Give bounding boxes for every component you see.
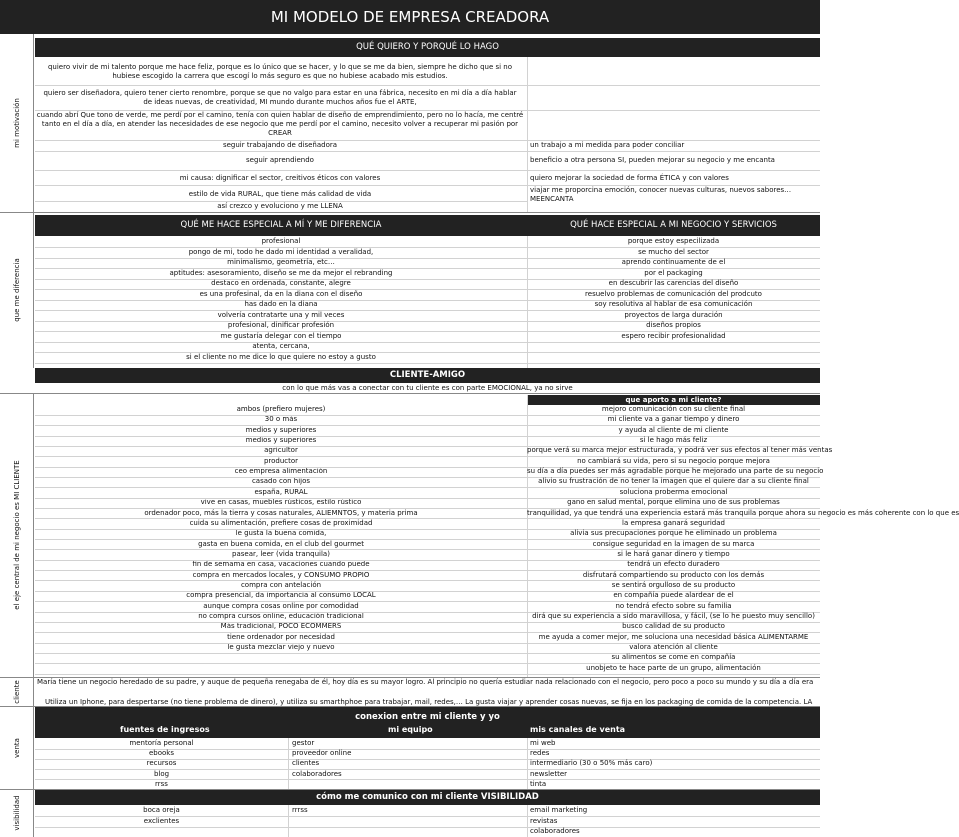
diferencia-right-item: se mucho del sector	[638, 247, 709, 256]
diferencia-left-item: si el cliente no me dice lo que quiere no estoy a gusto	[186, 352, 376, 361]
eje-left-item: le gusta mezclar viejo y nuevo	[227, 643, 335, 652]
side-label-eje: el eje central de mi negocio es MI CLIENTE	[0, 393, 34, 677]
venta-fuente-item: recursos	[146, 759, 177, 768]
diferencia-left-item: profesional, dinificar profesión	[227, 321, 335, 329]
eje-right-header: que aporto a mi cliente?	[527, 395, 820, 405]
eje-right-item: gano en salud mental, porque elimina uno de sus problemas	[567, 498, 780, 507]
diferencia-right-item: resuelvo problemas de comunicación del prodcuto	[585, 289, 762, 298]
eje-left-item: gasta en buena comida, en el club del gourmet	[198, 539, 364, 548]
visibilidad-item: boca oreja	[143, 806, 180, 814]
eje-left-item: pasear, leer (vida tranquila)	[232, 549, 330, 558]
eje-left-item: ordenador poco, más la tierra y cosas naturales, ALIEMNTOS, y materia prima	[144, 508, 418, 517]
visibilidad-item: rrrss	[292, 806, 308, 814]
venta-equipo-item: clientes	[292, 759, 320, 768]
eje-right-item: si le hará ganar dinero y tiempo	[617, 549, 730, 558]
eje-right-item: no cambiará su vida, pero si su negocio porque mejora	[577, 456, 770, 465]
eje-right-item: la empresa ganará seguridad	[622, 518, 725, 527]
venta-equipo-item: gestor	[292, 739, 315, 747]
venta-canal-item: redes	[530, 749, 550, 758]
venta-canal-item: newsletter	[530, 769, 568, 778]
eje-right-item: soluciona proberma emocional	[619, 487, 728, 496]
header-cliente-amigo: CLIENTE-AMIGO	[35, 368, 820, 383]
motivacion-right-2: quiero mejorar la sociedad de forma ÉTICA y con valores	[530, 174, 729, 182]
eje-left-item: agricultor	[264, 446, 298, 455]
diferencia-left-item: minimalismo, geometría, etc…	[227, 258, 335, 266]
diferencia-right-item: proyectos de larga duración	[624, 310, 723, 319]
diferencia-left-item: profesional	[261, 237, 301, 245]
eje-right-item: su alimentos se come en compañía	[611, 653, 736, 662]
side-label-motivacion: mi motivación	[0, 34, 34, 212]
eje-right-item: unobjeto te hace parte de un grupo, alimentación	[586, 663, 761, 672]
eje-left-item: le gusta la buena comida,	[235, 529, 327, 538]
cliente-text-1: María tiene un negocio heredado de su padre, y auque de pequeña renegaba de él, hoy día es su mayor logro. Al principio no quería estudiar nada relacionado con el negocio, pero poco a poco su mundo y su día a día era	[37, 678, 814, 686]
diferencia-right-item: por el packaging	[644, 268, 703, 277]
cliente-amigo-note: con lo que más vas a conectar con tu cliente es con parte EMOCIONAL, ya no sirve	[282, 384, 573, 392]
eje-right-item: su día a día puedes ser más agradable porque he mejorado una parte de su negocio	[527, 467, 824, 476]
diferencia-right-item: soy resolutiva al hablar de esa comunicación	[594, 300, 753, 308]
eje-left-item: ambos (prefiero mujeres)	[236, 405, 326, 413]
motivacion-left-2: cuando abrí Que tono de verde, me perdí por el camino, tenía con quien hablar de diseño de emprendimiento, pero no lo hacía, me centré tanto en el día a día, en atender las necesidades de ese negocio que me perdí por el camino, necesito volver a recuperar mi pasión por CREAR	[36, 111, 524, 137]
eje-right-item: consigue seguridad en la imagen de su marca	[592, 539, 755, 548]
eje-right-item: me ayuda a comer mejor, me soluciona una necesidad básica ALIMENTARME	[538, 632, 809, 641]
eje-right-item: busco calidad de su producto	[622, 622, 725, 631]
venta-equipo-item: proveedor online	[292, 749, 352, 758]
row-divider	[35, 363, 820, 364]
header-me-diferencia: QUÉ ME HACE ESPECIAL A MÍ Y ME DIFERENCIA	[35, 215, 527, 236]
eje-right-item: mi cliente va a ganar tiempo y dinero	[607, 415, 740, 424]
eje-right-item: dirá que su experiencia a sido maravillosa, y fácil, (se lo he puesto muy sencillo)	[532, 612, 815, 620]
motivacion-right-0: un trabajo a mi medida para poder conciliar	[530, 141, 685, 149]
diferencia-right-item: aprendo continuamente de el	[621, 258, 726, 266]
venta-fuente-item: rrss	[155, 779, 168, 788]
motivacion-left-3: seguir trabajando de diseñadora	[222, 141, 338, 149]
visibilidad-item: exclientes	[143, 816, 180, 825]
motivacion-left-0: quiero vivir de mi talento porque me hace feliz, porque es lo único que se hacer, y lo que se me da bien, siempre he dicho que si no hubiese escogido la carrera que escogí lo más seguro es que no hubiese acabado mis estudios.	[47, 63, 513, 80]
eje-left-item: cuida su alimentación, prefiere cosas de proximidad	[189, 518, 373, 527]
eje-right-item: se sentirá orgulloso de su producto	[611, 580, 736, 589]
diferencia-left-item: atenta, cercana,	[252, 342, 310, 350]
eje-right-item: disfrutará compartiendo su producto con los demás	[582, 570, 765, 579]
motivacion-right-3: viajar me proporcina emoción, conocer nuevas culturas, nuevos sabores… MEENCANTA	[530, 186, 792, 203]
diferencia-left-item: me gustaría delegar con el tiempo	[220, 331, 342, 340]
header-visibilidad: cómo me comunico con mi cliente VISIBILIDAD	[35, 790, 820, 805]
page-title-bar	[0, 0, 820, 34]
eje-left-item: españa, RURAL	[254, 487, 308, 496]
venta-canal-item: tinta	[530, 779, 547, 788]
eje-left-item: medios y superiores	[245, 425, 317, 434]
venta-fuente-item: ebooks	[148, 749, 175, 758]
eje-left-item: aunque compra cosas online por comodidad	[203, 601, 359, 610]
eje-left-item: 30 o más	[264, 415, 298, 424]
motivacion-right-1: beneficio a otra persona SI, pueden mejorar su negocio y me encanta	[530, 156, 775, 164]
eje-left-item: casado con hijos	[251, 477, 311, 486]
cliente-text-2: Utiliza un Iphone, para despertarse (no tiene problema de dinero), y utiliza su smarthphoe para trabajar, mail, redes,… La gusta viajar y aprender cosas nuevas, se fija en los packaging de comida de la competencia. LA	[45, 698, 813, 706]
eje-right-item: porque verá su marca mejor estructurada, y podrá ver sus efectos al tener más ventas	[527, 446, 833, 455]
page-title: MI MODELO DE EMPRESA CREADORA	[270, 8, 550, 26]
venta-canal-item: mi web	[530, 739, 556, 747]
eje-left-item: fin de semama en casa, vacaciones cuando puede	[192, 560, 370, 569]
side-label-visibilidad: visibilidad	[0, 789, 34, 837]
venta-col2-header: mi equipo	[388, 725, 433, 734]
motivacion-left-5: mi causa: dignificar el sector, creitivos éticos con valores	[179, 174, 381, 182]
eje-left-item: ceo empresa alimentación	[234, 467, 328, 476]
eje-left-item: no compra cursos online, educación tradicional	[198, 612, 364, 620]
motivacion-left-4: seguir aprendiendo	[246, 156, 314, 164]
diferencia-right-item: en descubrir las carencias del diseño	[608, 279, 739, 287]
eje-left-item: medios y superiores	[245, 436, 317, 445]
eje-left-item: vive en casas, muebles rústicos, estilo rústico	[200, 498, 362, 507]
eje-right-item: y ayuda al cliente de mi cliente	[618, 425, 729, 434]
side-label-cliente: cliente	[0, 677, 34, 706]
eje-right-item: alivia sus precupaciones porque he eliminado un problema	[570, 529, 777, 538]
diferencia-left-item: pongo de mi, todo he dado mi identidad a veralidad,	[188, 247, 374, 256]
header-negocio-especial: QUÉ HACE ESPECIAL A MI NEGOCIO Y SERVICIOS	[527, 215, 820, 236]
eje-right-item: si le hago más feliz	[639, 436, 708, 445]
eje-right-item: tranquilidad, ya que tendrá una experiencia estará más tranquila porque ahora su negocio es más coherente con lo que es	[527, 508, 959, 517]
motivacion-left-6: estilo de vida RURAL, que tiene más calidad de vida	[188, 190, 372, 198]
eje-left-item: productor	[263, 456, 299, 465]
venta-header: conexion entre mi cliente y yo	[355, 712, 500, 722]
eje-left-item: Más tradicional, POCO ECOMMERS	[220, 622, 342, 631]
eje-right-item: no tendrá efecto sobre su familia	[615, 601, 732, 610]
side-label-diferencia: que me diferencia	[0, 212, 34, 368]
diferencia-right-item: espero recibir profesionalidad	[621, 331, 726, 340]
side-label-venta: venta	[0, 706, 34, 789]
eje-left-item: tiene ordenador por necesidad	[227, 632, 335, 641]
diferencia-left-item: destaco en ordenada, constante, alegre	[211, 279, 351, 287]
visibilidad-item: revistas	[530, 816, 558, 825]
diferencia-left-item: es una profesinal, da en la diana con el diseño	[199, 289, 363, 298]
venta-fuente-item: blog	[153, 769, 170, 778]
visibilidad-item: colaboradores	[530, 827, 580, 835]
visibilidad-item: email marketing	[530, 806, 588, 814]
header-que-quiero: QUÉ QUIERO Y PORQUÉ LO HAGO	[35, 38, 820, 57]
venta-fuente-item: mentoría personal	[129, 739, 194, 747]
eje-right-item: en compañía puede alardear de el	[613, 591, 734, 600]
eje-left-item: compra en mercados locales, y CONSUMO PROPIO	[192, 570, 370, 579]
row-divider	[35, 674, 820, 675]
diferencia-left-item: has dado en la diana	[244, 300, 318, 308]
diferencia-left-item: volvería contratarte una y mil veces	[217, 310, 345, 319]
motivacion-left-7: así crezco y evoluciono y me LLENA	[217, 202, 343, 210]
eje-right-item: tendrá un efecto duradero	[627, 560, 720, 569]
eje-right-item: mejoro comunicación con su cliente final	[601, 405, 746, 413]
venta-equipo-item: colaboradores	[292, 769, 342, 778]
venta-canal-item: intermediario (30 o 50% más caro)	[530, 759, 653, 768]
diferencia-right-item: diseños propios	[646, 321, 701, 329]
eje-left-item: compra con antelación	[240, 580, 322, 589]
venta-col3-header: mis canales de venta	[530, 725, 626, 734]
venta-col1-header: fuentes de ingresos	[120, 725, 210, 734]
diferencia-right-item: porque estoy especilizada	[627, 237, 720, 245]
motivacion-left-1: quiero ser diseñadora, quiero tener cierto renombre, porque se que no valgo para estar en una fábrica, necesito en mi día a día hablar de ideas nuevas, de creatividad, MI mundo durante muchos años fue el ARTE,	[43, 89, 517, 106]
eje-right-item: alivio su frustración de no tener la imagen que el quiere dar a su cliente final	[538, 477, 809, 486]
eje-left-item: compra presencial, da importancia al consumo LOCAL	[186, 591, 376, 600]
eje-right-item: valora atención al cliente	[629, 643, 718, 652]
diferencia-left-item: aptitudes: asesoramiento, diseño se me da mejor el rebranding	[169, 268, 393, 277]
